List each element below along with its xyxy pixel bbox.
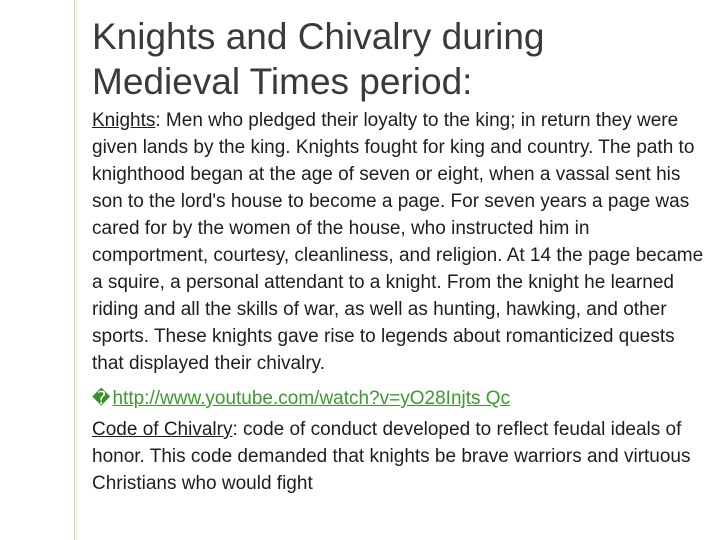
knights-paragraph: [92, 107, 704, 377]
margin-rule: [74, 0, 75, 540]
knights-description: : Men who pledged their loyalty to the king; in return they were given lands by the king. Knights fought for king and country. The path to knighthood began at the age of seven or eight, when a vassal sent his son to the lord's house to become a page. For seven years a page was cared for by the women of the house, who instructed him in comportment, courtesy, cleanliness, and religion. At 14 the page became a squire, a personal attendant to a knight. From the knight he learned riding and all the skills of war, as well as hunting, hawking, and other sports. These knights gave rise to legends about romanticized quests that displayed their chivalry.: [92, 110, 704, 374]
margin-decoration: [76, 0, 85, 540]
chivalry-term: Code of Chivalry: [92, 419, 233, 440]
youtube-link[interactable]: http://www.youtube.com/watch?v=yO28Injts Qc: [112, 388, 511, 409]
chivalry-paragraph: [92, 416, 704, 497]
chivalry-description: : code of conduct developed to reflect feudal ideals of honor. This code demanded that knights be brave warriors and virtuous Christians who would fight: [92, 419, 691, 494]
title-line-2: Medieval Times period:: [92, 61, 473, 102]
knights-term: Knights: [92, 110, 156, 131]
video-link-item: [92, 385, 704, 412]
title-line-1: Knights and Chivalry during: [92, 16, 545, 57]
slide-body: [92, 107, 704, 497]
slide-title: [92, 14, 692, 104]
bullet-icon: �: [92, 388, 111, 409]
